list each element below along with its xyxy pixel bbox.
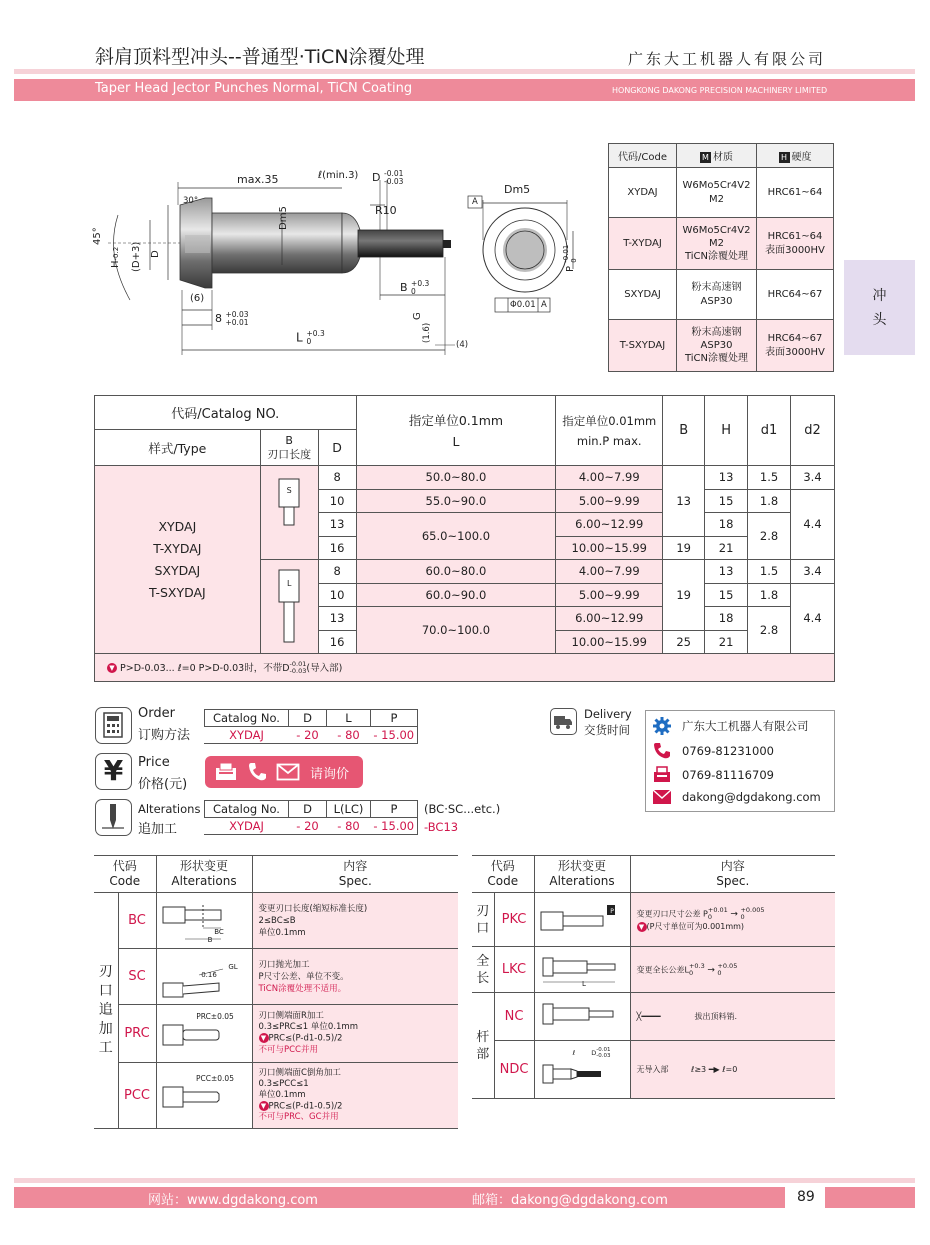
dim-eight-label: 8 bbox=[215, 312, 222, 325]
cell-d: 8 bbox=[318, 560, 356, 584]
order-label-en: Order bbox=[138, 706, 175, 721]
order-v-catalog: XYDAJ bbox=[229, 728, 264, 743]
dim-max35: max.35 bbox=[237, 173, 279, 186]
cell-p: 5.00~9.99 bbox=[556, 489, 663, 513]
side-phi-a: A bbox=[541, 300, 547, 310]
order-h-p: P bbox=[371, 710, 418, 727]
arrow-right-icon: → bbox=[707, 965, 715, 975]
cell-d2: 3.4 bbox=[791, 466, 835, 490]
alt-code-pkc: PKC bbox=[494, 893, 534, 947]
order-v-p: - 15.00 bbox=[371, 727, 418, 744]
cell-p: 6.00~12.99 bbox=[556, 513, 663, 537]
contact-company: 广东大工机器人有限公司 bbox=[682, 719, 809, 733]
spec-line: 刃口侧端面R加工 bbox=[258, 1011, 324, 1021]
alt-right-group-length: 全 长 bbox=[472, 947, 494, 993]
footer-website[interactable]: 网站：www.dgdakong.com bbox=[148, 1193, 318, 1208]
alt-fig-ndc bbox=[534, 1041, 630, 1099]
alt-right-h-code: 代码 Code bbox=[472, 856, 534, 893]
spec-line-text: PRC≤(P-d1-0.5)/2 bbox=[268, 1033, 343, 1044]
alt-fig-pcc bbox=[156, 1062, 252, 1129]
dim-h bbox=[110, 247, 121, 268]
cell-d1: 2.8 bbox=[748, 607, 791, 654]
pkc-fig-label: P bbox=[610, 908, 614, 915]
inquire-price-label: 请询价 bbox=[310, 766, 350, 782]
spec-line-text: (P尺寸单位可为0.001mm) bbox=[646, 922, 745, 931]
mat-hardness: HRC61~64 bbox=[757, 168, 834, 218]
alteration-table-right bbox=[472, 855, 835, 1099]
truck-icon bbox=[550, 708, 577, 735]
side-phi: Φ0.01 bbox=[510, 300, 536, 310]
spec-line: 2≤BC≤B bbox=[258, 915, 296, 926]
order-h-catalog: Catalog No. bbox=[205, 710, 289, 727]
alt-fig-pkc bbox=[534, 893, 630, 947]
ndc-fig-tol-dn: -0.03 bbox=[596, 1052, 611, 1059]
header-b-top: B bbox=[285, 433, 293, 447]
dim-eight-tol-dn: +0.01 bbox=[225, 318, 249, 327]
cell-l: 60.0~80.0 bbox=[356, 560, 556, 584]
pcc-fig-label: PCC±0.05 bbox=[196, 1073, 234, 1083]
cell-h: 13 bbox=[705, 560, 748, 584]
bc-fig-label: BC bbox=[214, 928, 224, 936]
cell-d1: 1.5 bbox=[748, 560, 791, 584]
alt-code-prc: PRC bbox=[118, 1005, 156, 1063]
order-v-l: - 80 bbox=[337, 728, 360, 743]
hardness-icon: H bbox=[779, 152, 790, 163]
cell-d: 10 bbox=[318, 489, 356, 513]
mat-header-hardness bbox=[757, 144, 834, 168]
dim-dm5: Dm5 bbox=[278, 206, 289, 230]
note-tail: (导入部) bbox=[306, 662, 343, 674]
mat-hardness: HRC64~67 bbox=[757, 270, 834, 320]
alt-right-group-shank: 杆 部 bbox=[472, 993, 494, 1099]
company-name-en: HONGKONG DAKONG PRECISION MACHINERY LIMITED bbox=[612, 86, 828, 95]
alt-fig-bc bbox=[156, 893, 252, 949]
mat-material: 粉末高速钢 ASP30 bbox=[677, 270, 757, 320]
bc-figure bbox=[159, 897, 249, 947]
alt-code-nc: NC bbox=[494, 993, 534, 1041]
lkc-tol-a-dn: 0 bbox=[688, 968, 694, 977]
cell-h: 13 bbox=[705, 466, 748, 490]
header-d1: d1 bbox=[748, 396, 791, 466]
cell-d1: 1.5 bbox=[748, 466, 791, 490]
ndc-figure bbox=[537, 1059, 627, 1089]
price-label-en: Price bbox=[138, 755, 170, 770]
dim-l-tol-up: +0.3 bbox=[306, 329, 325, 338]
footer-banner bbox=[14, 1187, 785, 1208]
dim-l bbox=[296, 330, 325, 346]
crossed-pin-icon: ╳━━━━ bbox=[636, 1012, 661, 1021]
dim-r10: R10 bbox=[375, 204, 397, 217]
company-name-cn: 广东大工机器人有限公司 bbox=[628, 50, 827, 68]
side-p-label: P bbox=[565, 265, 576, 272]
inquire-price-button[interactable] bbox=[205, 756, 363, 788]
note-tol-up: -0.01 bbox=[289, 660, 307, 669]
alt-left-group: 刃 口 追 加 工 bbox=[94, 893, 118, 1129]
dim-eight bbox=[215, 311, 248, 327]
cell-l: 65.0~100.0 bbox=[356, 513, 556, 560]
spec-line: 0.3≤PRC≤1 单位0.1mm bbox=[258, 1022, 358, 1032]
dim-30deg: 30° bbox=[183, 196, 199, 206]
alterations-label-en: Alterations bbox=[138, 802, 201, 816]
spec-line: 0.3≤PCC≤1 bbox=[258, 1078, 309, 1089]
page-number: 89 bbox=[797, 1189, 815, 1205]
alt-code-pcc: PCC bbox=[118, 1062, 156, 1129]
cell-h: 18 bbox=[705, 607, 748, 631]
contact-email[interactable]: dakong@dgdakong.com bbox=[682, 790, 821, 804]
alt-right-h-alt: 形状变更 Alterations bbox=[534, 856, 630, 893]
type-list bbox=[95, 466, 261, 654]
dim-lmin: ℓ(min.3) bbox=[318, 170, 359, 181]
mat-header-material bbox=[677, 144, 757, 168]
spec-x: ℓ≥3 bbox=[691, 1065, 707, 1074]
lkc-tol-b-up: +0.05 bbox=[717, 961, 738, 970]
header-d2: d2 bbox=[791, 396, 835, 466]
lkc-tol-b-dn: 0 bbox=[717, 968, 722, 977]
alt-v-d: - 20 bbox=[296, 819, 319, 834]
spec-line: P尺寸公差、单位不变。 bbox=[258, 971, 349, 982]
alt-h-catalog: Catalog No. bbox=[205, 801, 289, 818]
alt-v-catalog: XYDAJ bbox=[229, 819, 264, 834]
header-catalog: 代码/Catalog NO. bbox=[95, 396, 357, 430]
spec-line: 刃口侧端面C倒角加工 bbox=[258, 1067, 341, 1078]
spec-line: 单位0.1mm bbox=[258, 1089, 306, 1100]
spec-line-text: 变更刃口尺寸公差 P bbox=[636, 909, 708, 919]
price-label-cn: 价格(元) bbox=[138, 777, 188, 792]
spec-line bbox=[259, 1101, 453, 1113]
pkc-tol-b-up: +0.005 bbox=[740, 906, 765, 914]
ndc-fig-tol-up: -0.01 bbox=[596, 1046, 611, 1053]
cell-d: 16 bbox=[318, 536, 356, 560]
spec-line: 变更刃口长度(缩短标准长度) bbox=[258, 903, 368, 914]
alt-v-l: - 80 bbox=[337, 819, 360, 834]
type-item: SXYDAJ bbox=[154, 562, 201, 578]
side-p-tol-up: -0.01 bbox=[562, 244, 570, 263]
cell-l: 55.0~90.0 bbox=[356, 489, 556, 513]
prc-fig-label: PRC±0.05 bbox=[196, 1011, 234, 1021]
alt-spec-lkc bbox=[630, 947, 835, 993]
header-d: D bbox=[318, 430, 356, 466]
order-label-cn: 订购方法 bbox=[138, 728, 191, 743]
mat-code: XYDAJ bbox=[609, 168, 677, 218]
cell-d: 16 bbox=[318, 630, 356, 654]
cell-p: 4.00~7.99 bbox=[556, 466, 663, 490]
dim-l-tol-dn: 0 bbox=[306, 337, 312, 346]
cell-h: 15 bbox=[705, 489, 748, 513]
delivery-label-en: Delivery bbox=[584, 707, 632, 721]
alteration-tool-icon bbox=[95, 799, 132, 836]
contact-fax[interactable]: 0769-81116709 bbox=[682, 768, 774, 782]
material-table bbox=[608, 143, 834, 372]
alt-code-ndc: NDC bbox=[494, 1041, 534, 1099]
alt-spec-sc bbox=[252, 949, 458, 1005]
caution-icon: ▼ bbox=[259, 1101, 269, 1111]
order-example-table bbox=[204, 709, 418, 744]
alt-h-p: P bbox=[371, 801, 418, 818]
fax-icon bbox=[214, 761, 238, 783]
order-h-l: L bbox=[327, 710, 371, 727]
cell-d: 8 bbox=[318, 466, 356, 490]
email-icon bbox=[276, 763, 300, 781]
cell-l: 50.0~80.0 bbox=[356, 466, 556, 490]
mat-code: T-XYDAJ bbox=[609, 218, 677, 270]
dim-45deg: 45° bbox=[92, 227, 103, 245]
shape-l-cell bbox=[260, 560, 318, 654]
mat-header-hardness-text: 硬度 bbox=[791, 152, 812, 163]
spec-line: 刃口抛光加工 bbox=[258, 959, 310, 970]
alt-spec-pcc bbox=[252, 1062, 458, 1129]
mat-hardness: HRC64~67 表面3000HV bbox=[757, 320, 834, 372]
spec-line-text: 变更全长公差L bbox=[636, 965, 689, 974]
caution-icon: ▼ bbox=[637, 922, 647, 932]
alteration-table-left bbox=[94, 855, 458, 1129]
alt-code-sc: SC bbox=[118, 949, 156, 1005]
header-type: 样式/Type bbox=[95, 430, 261, 466]
page-title-cn: 斜肩顶料型冲头--普通型·TiCN涂覆处理 bbox=[95, 46, 425, 68]
contact-box bbox=[645, 710, 835, 812]
spec-y: ℓ=0 bbox=[722, 1065, 738, 1074]
header-l-sub: L bbox=[452, 433, 460, 449]
side-dm5: Dm5 bbox=[504, 183, 531, 196]
calculator-icon bbox=[95, 707, 132, 744]
spec-line-text: 拔出顶料销. bbox=[694, 1012, 738, 1021]
phone-icon bbox=[246, 761, 268, 783]
delivery-label-cn: 交货时间 bbox=[584, 723, 630, 737]
mat-material: 粉末高速钢 ASP30 TiCN涂覆处理 bbox=[677, 320, 757, 372]
alt-v-p: - 15.00 bbox=[371, 818, 418, 835]
dim-h-label: H bbox=[110, 260, 121, 268]
cell-d1: 1.8 bbox=[748, 489, 791, 513]
dim-six: (6) bbox=[190, 293, 205, 304]
spec-line: TiCN涂覆处理不适用。 bbox=[258, 983, 347, 994]
cell-d2: 4.4 bbox=[791, 489, 835, 560]
pkc-tol-a-dn: 0 bbox=[707, 913, 713, 921]
dim-d3: (D+3) bbox=[131, 241, 142, 272]
footer-email[interactable]: 邮箱：dakong@dgdakong.com bbox=[472, 1193, 668, 1208]
cell-p: 10.00~15.99 bbox=[556, 630, 663, 654]
cell-p: 10.00~15.99 bbox=[556, 536, 663, 560]
alt-h-d: D bbox=[289, 801, 327, 818]
header-p-sub: min.P max. bbox=[576, 433, 642, 448]
lkc-fig-label: L bbox=[582, 979, 586, 988]
dim-eight-tol-up: +0.03 bbox=[225, 310, 249, 319]
mat-code: T-SXYDAJ bbox=[609, 320, 677, 372]
alt-code-bc: BC bbox=[118, 893, 156, 949]
cell-b: 19 bbox=[663, 536, 705, 560]
mat-material: W6Mo5Cr4V2 M2 TiCN涂覆处理 bbox=[677, 218, 757, 270]
alteration-example-table bbox=[204, 800, 418, 835]
ndc-fig-d: D bbox=[591, 1048, 597, 1057]
alt-code-lkc: LKC bbox=[494, 947, 534, 993]
spec-line bbox=[637, 921, 830, 932]
yen-icon: ¥ bbox=[95, 753, 132, 790]
spec-table bbox=[94, 395, 835, 682]
header-b bbox=[260, 430, 318, 466]
order-h-d: D bbox=[289, 710, 327, 727]
side-tab[interactable] bbox=[844, 260, 915, 355]
alt-right-h-spec: 内容 Spec. bbox=[630, 856, 835, 893]
mat-code: SXYDAJ bbox=[609, 270, 677, 320]
contact-phone[interactable]: 0769-81231000 bbox=[682, 744, 774, 758]
side-datum-a: A bbox=[472, 197, 478, 207]
alterations-label-cn: 追加工 bbox=[138, 822, 178, 837]
mat-hardness: HRC61~64 表面3000HV bbox=[757, 218, 834, 270]
alt-left-h-spec: 内容 Spec. bbox=[252, 856, 458, 893]
cell-p: 6.00~12.99 bbox=[556, 607, 663, 631]
arrow-right-icon: → bbox=[730, 909, 738, 920]
prc-figure bbox=[159, 1021, 249, 1051]
shape-l-label: L bbox=[286, 578, 292, 588]
contact-fax-icon bbox=[652, 765, 672, 785]
spec-line-text: PRC≤(P-d1-0.5)/2 bbox=[268, 1101, 343, 1111]
order-v-d: - 20 bbox=[296, 728, 319, 743]
contact-phone-icon bbox=[652, 741, 672, 761]
caution-icon: ▼ bbox=[107, 663, 117, 673]
alt-spec-nc bbox=[630, 993, 835, 1041]
pcc-figure bbox=[159, 1083, 249, 1113]
alt-fig-lkc bbox=[534, 947, 630, 993]
dim-d: D bbox=[150, 250, 161, 258]
material-icon: M bbox=[700, 152, 711, 163]
side-tab-label: 冲 头 bbox=[872, 287, 887, 328]
dim-d-tol-up: -0.01 bbox=[383, 169, 404, 178]
alt-extra-value: -BC13 bbox=[424, 820, 459, 834]
alt-extra-header: (BC·SC...etc.) bbox=[424, 802, 501, 816]
cell-b: 25 bbox=[663, 630, 705, 654]
alt-spec-prc bbox=[252, 1005, 458, 1063]
side-p-tol-dn: 0 bbox=[570, 258, 578, 263]
ndc-fig-l: ℓ bbox=[572, 1048, 576, 1057]
nc-figure bbox=[537, 998, 627, 1032]
dim-d-tol bbox=[372, 170, 403, 186]
cell-h: 15 bbox=[705, 583, 748, 607]
pkc-figure bbox=[537, 900, 627, 940]
header-B: B bbox=[663, 396, 705, 466]
arrow-right-icon: ━▶ bbox=[708, 1065, 720, 1074]
cell-h: 18 bbox=[705, 513, 748, 537]
caution-icon: ▼ bbox=[259, 1033, 269, 1043]
alt-right-group-blade: 刃 口 bbox=[472, 893, 494, 947]
mat-material: W6Mo5Cr4V2 M2 bbox=[677, 168, 757, 218]
spec-line bbox=[259, 1033, 453, 1045]
header-l-top: 指定单位0.1mm bbox=[408, 412, 504, 428]
alt-spec-ndc bbox=[630, 1041, 835, 1099]
alt-fig-prc bbox=[156, 1005, 252, 1063]
cell-b: 13 bbox=[663, 466, 705, 537]
page-title-en: Taper Head Jector Punches Normal, TiCN Coating bbox=[95, 81, 413, 96]
alt-left-h-alt: 形状变更 Alterations bbox=[156, 856, 252, 893]
mat-header-material-text: 材质 bbox=[713, 152, 733, 163]
alt-left-h-code: 代码 Code bbox=[94, 856, 156, 893]
alt-h-l: L(LC) bbox=[327, 801, 371, 818]
pkc-tol-b-dn: 0 bbox=[740, 913, 745, 921]
cell-d2: 3.4 bbox=[791, 560, 835, 584]
shape-s-cell bbox=[260, 466, 318, 560]
dim-d-label: D bbox=[372, 171, 381, 184]
table-note bbox=[95, 654, 835, 682]
cell-d1: 1.8 bbox=[748, 583, 791, 607]
lkc-tol-a-up: +0.3 bbox=[688, 961, 705, 970]
spec-line: 不可与PRC、GC并用 bbox=[258, 1112, 339, 1122]
spec-line: 不可与PCC并用 bbox=[258, 1044, 318, 1055]
cell-d: 10 bbox=[318, 583, 356, 607]
cell-l: 60.0~90.0 bbox=[356, 583, 556, 607]
header-b-sub: 刃口长度 bbox=[267, 447, 312, 461]
cell-l: 70.0~100.0 bbox=[356, 607, 556, 654]
dim-b-tol-dn: 0 bbox=[411, 287, 416, 296]
dim-d-tol-dn: -0.03 bbox=[383, 177, 404, 186]
header-p bbox=[556, 396, 663, 466]
cell-b: 19 bbox=[663, 560, 705, 631]
dim-b-label: B bbox=[400, 281, 408, 294]
dim-g: G bbox=[412, 312, 423, 320]
cell-d: 13 bbox=[318, 513, 356, 537]
type-item: XYDAJ bbox=[158, 518, 197, 534]
header-H: H bbox=[705, 396, 748, 466]
type-item: T-SXYDAJ bbox=[148, 584, 206, 600]
cell-d2: 4.4 bbox=[791, 583, 835, 654]
cell-h: 21 bbox=[705, 630, 748, 654]
dim-b-tol-up: +0.3 bbox=[411, 279, 430, 288]
spec-line: 单位0.1mm bbox=[258, 927, 306, 938]
sc-fig-label-016: 0.16 bbox=[201, 970, 217, 979]
sc-fig-label-gl: GL bbox=[228, 962, 238, 971]
dim-1-6: (1.6) bbox=[422, 322, 432, 343]
dim-four: (4) bbox=[456, 340, 469, 350]
bc-fig-label-b: B bbox=[207, 936, 213, 944]
spec-line bbox=[637, 907, 830, 921]
header-l bbox=[356, 396, 556, 466]
company-gear-icon bbox=[652, 716, 672, 736]
side-p bbox=[562, 245, 578, 272]
type-item: T-XYDAJ bbox=[153, 540, 202, 556]
dim-l-label: L bbox=[296, 330, 303, 345]
contact-email-icon bbox=[652, 789, 672, 805]
alt-fig-sc bbox=[156, 949, 252, 1005]
punch-drawing bbox=[90, 160, 610, 370]
ndc-fig-labels bbox=[573, 1047, 630, 1059]
cell-d1: 2.8 bbox=[748, 513, 791, 560]
alt-spec-pkc bbox=[630, 893, 835, 947]
pkc-tol-a-up: +0.01 bbox=[707, 906, 728, 914]
cell-p: 5.00~9.99 bbox=[556, 583, 663, 607]
alt-spec-bc bbox=[252, 893, 458, 949]
header-p-top: 指定单位0.01mm bbox=[562, 413, 657, 428]
cell-p: 4.00~7.99 bbox=[556, 560, 663, 584]
cell-h: 21 bbox=[705, 536, 748, 560]
note-text: P>D-0.03... ℓ=0 P>D-0.03时，不带D bbox=[120, 662, 290, 674]
spec-line-text: 无导入部 bbox=[636, 1065, 669, 1074]
cell-d: 13 bbox=[318, 607, 356, 631]
shape-s-label: S bbox=[286, 485, 292, 495]
mat-header-code: 代码/Code bbox=[609, 144, 677, 168]
alt-fig-nc bbox=[534, 993, 630, 1041]
dim-h-tol: -0.2 bbox=[112, 246, 120, 261]
note-tol-dn: -0.03 bbox=[289, 667, 307, 676]
dim-b bbox=[400, 280, 429, 296]
